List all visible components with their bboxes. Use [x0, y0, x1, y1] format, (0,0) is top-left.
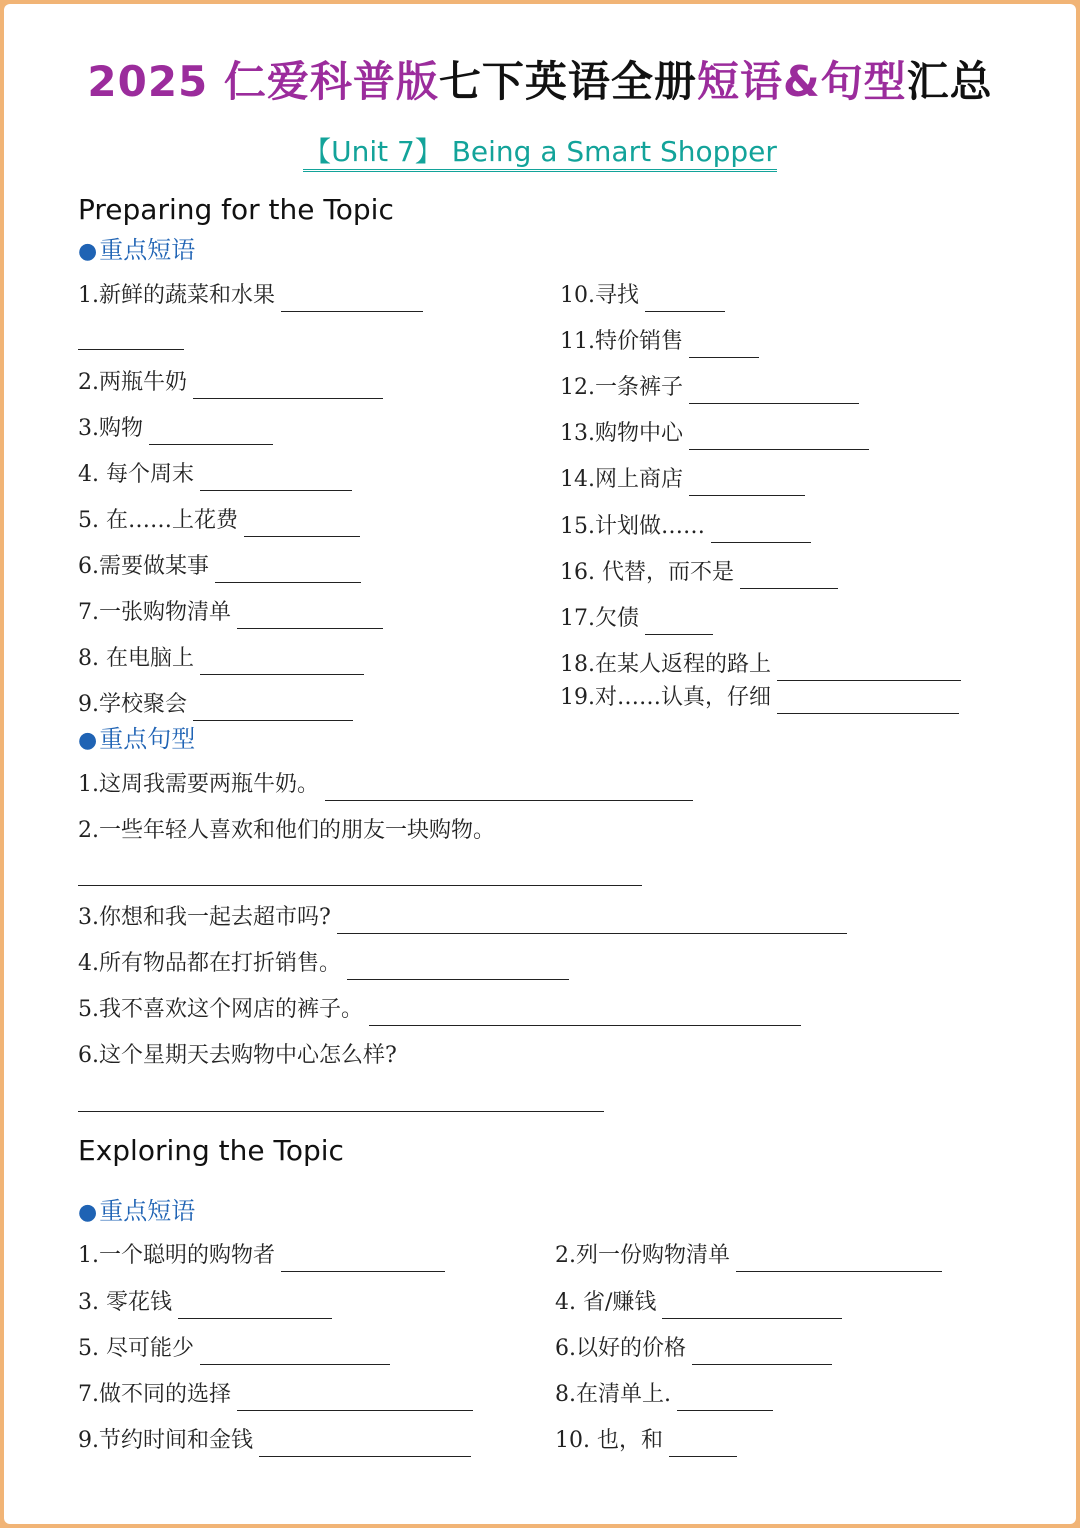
phrase-item	[560, 280, 725, 312]
subheading-key-phrases	[78, 233, 195, 269]
title-part-3: 短语&句型	[696, 57, 907, 106]
answer-blank[interactable]	[347, 955, 569, 980]
answer-blank[interactable]	[369, 1001, 801, 1026]
phrase-item	[78, 643, 364, 675]
phrase-text: 17.欠债	[560, 606, 639, 631]
unit-heading	[0, 130, 1080, 174]
answer-blank[interactable]	[200, 466, 352, 491]
answer-blank[interactable]	[178, 1294, 332, 1319]
phrase-item	[78, 280, 423, 312]
phrase-item	[560, 511, 811, 543]
phrase-text: 2.两瓶牛奶	[78, 370, 187, 395]
answer-blank[interactable]	[149, 420, 273, 445]
phrase-item	[78, 1425, 471, 1457]
phrase-item	[560, 557, 838, 589]
answer-blank[interactable]	[193, 696, 353, 721]
phrase-text: 6.以好的价格	[555, 1336, 686, 1361]
phrase-item	[560, 603, 713, 635]
sentence-text: 5.我不喜欢这个网店的裤子。	[78, 997, 363, 1022]
subheading-text: 重点短语	[99, 1197, 196, 1225]
answer-blank[interactable]	[736, 1247, 942, 1272]
title-part-2: 七下英语全册	[438, 57, 697, 106]
subheading-text: 重点短语	[99, 236, 196, 264]
phrase-text: 10. 也，和	[555, 1428, 663, 1453]
phrase-item	[78, 689, 353, 721]
phrase-text: 1.新鲜的蔬菜和水果	[78, 283, 275, 308]
phrase-item	[555, 1240, 942, 1272]
phrase-item	[78, 1379, 473, 1411]
phrase-item	[78, 1240, 445, 1272]
phrase-item	[555, 1425, 737, 1457]
bullet-icon: ●	[78, 728, 98, 753]
phrase-text: 6.需要做某事	[78, 554, 209, 579]
phrase-text: 15.计划做……	[560, 514, 705, 539]
phrase-item	[78, 1287, 332, 1319]
phrase-text: 18.在某人返程的路上	[560, 652, 771, 677]
subheading-key-phrases	[78, 1194, 195, 1230]
phrase-item	[78, 413, 273, 445]
answer-blank[interactable]	[645, 287, 725, 312]
phrase-text: 11.特价销售	[560, 329, 683, 354]
answer-blank[interactable]	[662, 1294, 842, 1319]
phrase-text: 5. 在……上花费	[78, 508, 238, 533]
phrase-text: 4. 省/赚钱	[555, 1290, 657, 1315]
answer-blank[interactable]	[669, 1432, 737, 1457]
sentence-text: 3.你想和我一起去超市吗?	[78, 905, 331, 930]
answer-blank[interactable]	[259, 1432, 471, 1457]
phrase-item	[560, 418, 869, 450]
answer-blank[interactable]	[777, 689, 959, 714]
phrase-item	[560, 682, 959, 714]
phrase-text: 8.在清单上.	[555, 1382, 671, 1407]
answer-blank[interactable]	[689, 379, 859, 404]
answer-blank-continuation[interactable]	[78, 349, 184, 350]
sentence-text: 2.一些年轻人喜欢和他们的朋友一块购物。	[78, 818, 495, 843]
answer-blank[interactable]	[677, 1386, 773, 1411]
phrase-text: 3. 零花钱	[78, 1290, 172, 1315]
phrase-text: 16. 代替，而不是	[560, 560, 734, 585]
answer-blank[interactable]	[281, 1247, 445, 1272]
phrase-text: 8. 在电脑上	[78, 646, 194, 671]
phrase-item	[555, 1287, 842, 1319]
answer-blank[interactable]	[337, 909, 847, 934]
subheading-key-sentences	[78, 722, 195, 758]
title-part-1: 2025 仁爱科普版	[87, 57, 439, 106]
phrase-item	[78, 367, 383, 399]
answer-blank[interactable]	[689, 425, 869, 450]
bullet-icon: ●	[78, 1200, 98, 1225]
unit-heading-text: 【Unit 7】 Being a Smart Shopper	[303, 135, 777, 172]
phrase-text: 19.对……认真，仔细	[560, 685, 771, 710]
phrase-item	[78, 597, 383, 629]
answer-blank[interactable]	[78, 885, 642, 886]
answer-blank[interactable]	[78, 1111, 604, 1112]
subheading-text: 重点句型	[99, 725, 196, 753]
section-title-preparing: Preparing for the Topic	[78, 193, 394, 226]
phrase-text: 5. 尽可能少	[78, 1336, 194, 1361]
phrase-text: 4. 每个周末	[78, 462, 194, 487]
phrase-item	[78, 1333, 390, 1365]
phrase-item	[560, 464, 805, 496]
phrase-item	[560, 372, 859, 404]
section-title-exploring: Exploring the Topic	[78, 1134, 344, 1167]
answer-blank[interactable]	[645, 610, 713, 635]
page-title	[0, 52, 1080, 112]
answer-blank[interactable]	[689, 333, 759, 358]
answer-blank[interactable]	[325, 776, 693, 801]
title-part-4: 汇总	[906, 57, 993, 106]
sentence-item	[78, 902, 847, 934]
phrase-item	[78, 551, 361, 583]
answer-blank[interactable]	[237, 1386, 473, 1411]
phrase-item	[555, 1333, 832, 1365]
phrase-item	[78, 505, 360, 537]
phrase-text: 9.学校聚会	[78, 692, 187, 717]
sentence-text: 4.所有物品都在打折销售。	[78, 951, 341, 976]
phrase-text: 10.寻找	[560, 283, 639, 308]
sentence-text: 6.这个星期天去购物中心怎么样?	[78, 1043, 397, 1068]
phrase-text: 14.网上商店	[560, 467, 683, 492]
answer-blank[interactable]	[244, 512, 360, 537]
phrase-item	[560, 326, 759, 358]
sentence-item	[78, 1040, 397, 1072]
phrase-text: 7.做不同的选择	[78, 1382, 231, 1407]
sentence-item	[78, 994, 801, 1026]
phrase-text: 7.一张购物清单	[78, 600, 231, 625]
sentence-item	[78, 948, 569, 980]
sentence-text: 1.这周我需要两瓶牛奶。	[78, 772, 319, 797]
phrase-text: 12.一条裤子	[560, 375, 683, 400]
answer-blank[interactable]	[711, 518, 811, 543]
phrase-item	[560, 649, 961, 681]
sentence-item	[78, 769, 693, 801]
phrase-text: 1.一个聪明的购物者	[78, 1243, 275, 1268]
answer-blank[interactable]	[200, 650, 364, 675]
phrase-text: 9.节约时间和金钱	[78, 1428, 253, 1453]
bullet-icon: ●	[78, 239, 98, 264]
phrase-text: 3.购物	[78, 416, 143, 441]
answer-blank[interactable]	[777, 656, 961, 681]
answer-blank[interactable]	[281, 287, 423, 312]
answer-blank[interactable]	[193, 374, 383, 399]
phrase-text: 2.列一份购物清单	[555, 1243, 730, 1268]
phrase-item	[78, 459, 352, 491]
phrase-text: 13.购物中心	[560, 421, 683, 446]
answer-blank[interactable]	[692, 1340, 832, 1365]
answer-blank[interactable]	[237, 604, 383, 629]
answer-blank[interactable]	[200, 1340, 390, 1365]
answer-blank[interactable]	[689, 471, 805, 496]
sentence-item	[78, 815, 495, 847]
answer-blank[interactable]	[740, 564, 838, 589]
phrase-item	[555, 1379, 773, 1411]
answer-blank[interactable]	[215, 558, 361, 583]
